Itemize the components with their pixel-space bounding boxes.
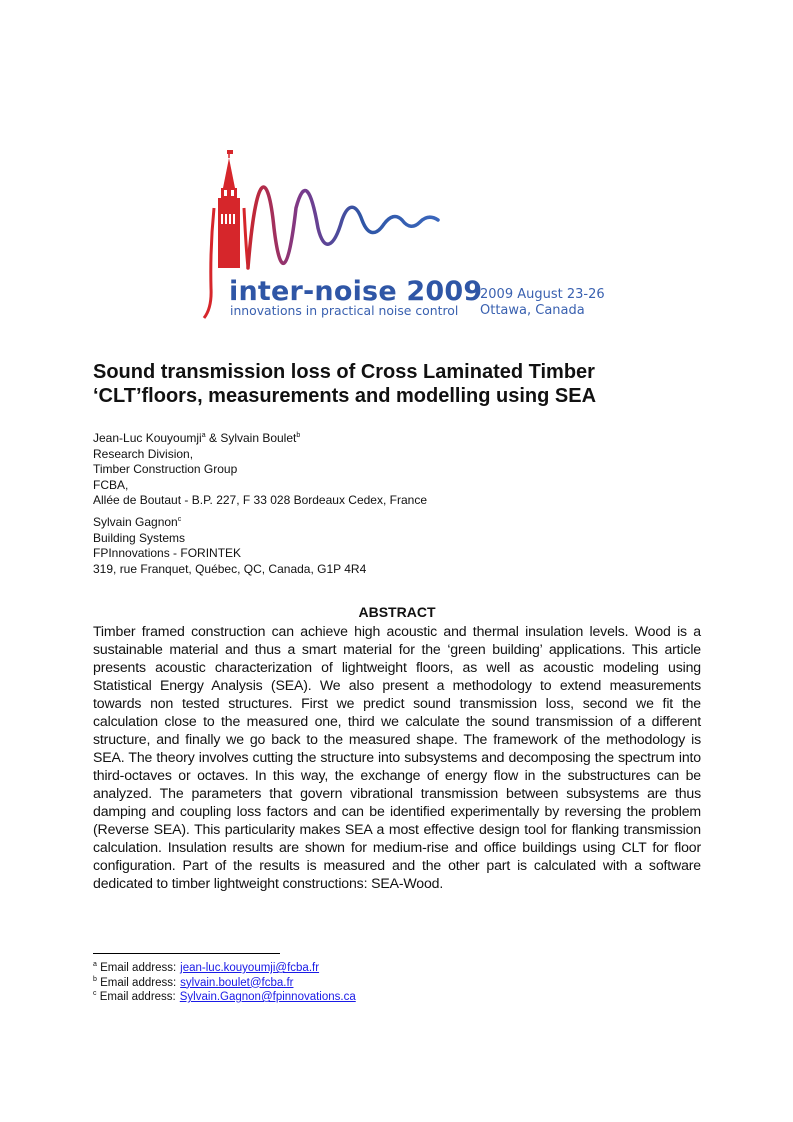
affiliation-line: Building Systems	[93, 530, 186, 545]
paper-title	[93, 360, 713, 408]
conference-location: Ottawa, Canada	[480, 303, 585, 318]
title-line: ‘CLT’floors, measurements and modelling using SEA	[93, 385, 597, 407]
affiliation-line: 319, rue Franquet, Québec, QC, Canada, G1P 4R4	[93, 561, 367, 576]
title-line: Sound transmission loss of Cross Laminated Timber	[93, 361, 595, 383]
author-names: Sylvain Gagnon$^c$	[93, 515, 182, 529]
logo-title: inter-noise 2009	[229, 276, 483, 307]
conference-dates: 2009 August 23-26	[480, 287, 605, 302]
sound-wave-icon	[248, 187, 438, 268]
footnote-divider	[93, 953, 280, 954]
footnote-item: $^c$ Email address: Sylvain.Gagnon@fpinnovations.ca	[93, 990, 356, 1003]
affiliation-line: FPInnovations - FORINTEK	[93, 546, 242, 560]
affiliation-line: Timber Construction Group	[93, 462, 238, 476]
affiliation-line: FCBA,	[93, 477, 129, 492]
author-block-1	[93, 431, 427, 509]
logo-tagline: innovations in practical noise control	[230, 303, 459, 318]
affiliation-line: Research Division,	[93, 446, 194, 461]
abstract-text: Timber framed construction can achieve high acoustic and thermal insulation levels. Wood is a sustainable material and thus a smart material for the ‘green building’ applications. This article presents acoustic characterization of lightweight floors, as well as acoustic modeling using Statistical Energy Analysis (SEA). We also present a methodology to extend measurements towards non tested structures. First we predict sound transmission loss, second we fit the calculation close to the measured one, third we calculate the sound transmission of a different structure, and finally we go back to the measured shape. The framework of the methodology is SEA. The theory involves cutting the structure into subsystems and decomposing the spectrum into third-octaves or octaves. In this way, the exchange of energy flow in the substructures can be analyzed. The parameters that govern vibrational transmission between subsystems are thus damping and coupling loss factors and can be identified experimentally by reversing the problem (Reverse SEA). This particularity makes SEA a most effective design tool for flanking transmission calculation. Insulation results are shown for medium-rise and office buildings using CLT for floor configuration. Part of the results is measured and the other part is calculated with a software dedicated to timber lightweight constructions: SEA-Wood.	[93, 623, 701, 891]
email-link[interactable]: Sylvain.Gagnon@fpinnovations.ca	[179, 991, 356, 1003]
author-names: Jean-Luc Kouyoumji$^a$ & Sylvain Boulet$^b$	[93, 431, 301, 445]
email-link[interactable]: jean-luc.kouyoumji@fcba.fr	[180, 962, 320, 974]
abstract-heading: ABSTRACT	[358, 604, 436, 620]
affiliation-line: Allée de Boutaut - B.P. 227, F 33 028 Bordeaux Cedex, France	[93, 493, 427, 507]
footnote-item: $^b$ Email address: sylvain.boulet@fcba.fr	[93, 975, 294, 989]
footnotes	[93, 961, 356, 1005]
footnote-item: $^a$ Email address: jean-luc.kouyoumji@fcba.fr	[93, 961, 320, 974]
email-link[interactable]: sylvain.boulet@fcba.fr	[180, 976, 294, 989]
author-block-2	[93, 515, 366, 577]
